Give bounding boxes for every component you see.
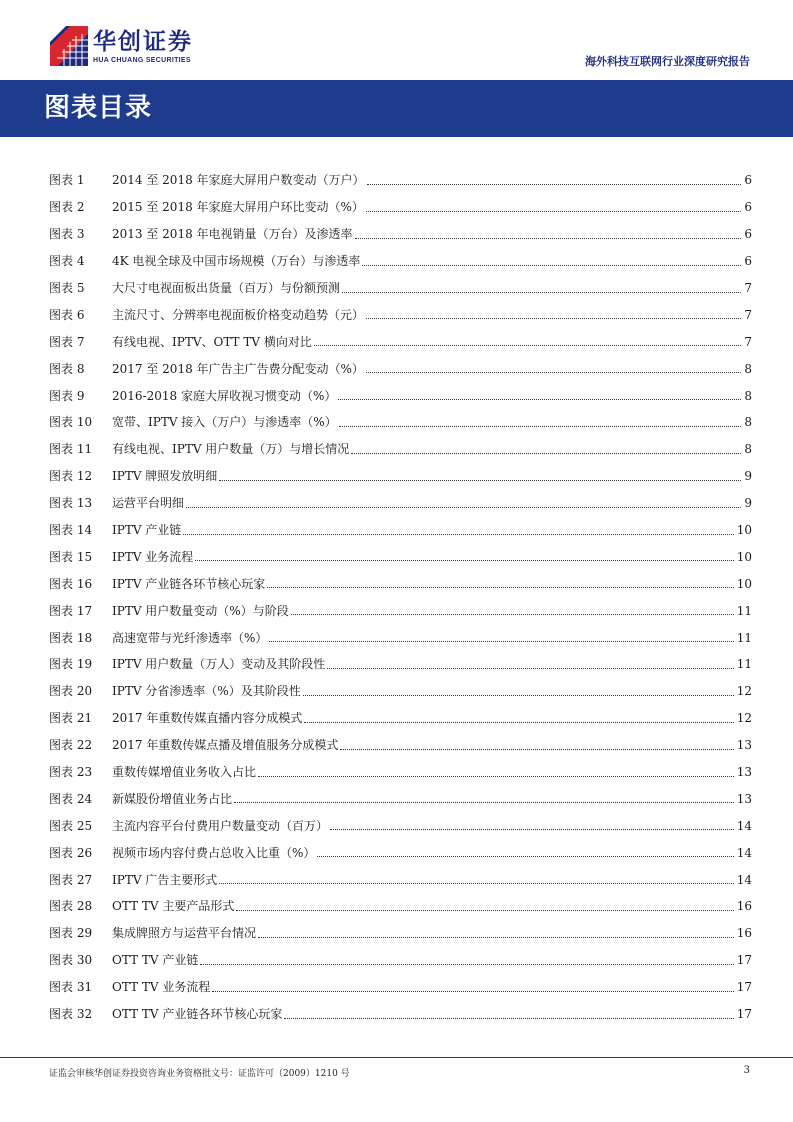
toc-entry-title: IPTV 广告主要形式 bbox=[112, 872, 218, 887]
toc-entry[interactable] bbox=[49, 328, 752, 355]
toc-entry-title: 有线电视、IPTV 用户数量（万）与增长情况 bbox=[112, 442, 350, 457]
toc-entry-title: OTT TV 产业链各环节核心玩家 bbox=[112, 1007, 283, 1022]
toc-entry-page: 17 bbox=[736, 953, 752, 968]
toc-entry-label: 图表 29 bbox=[49, 926, 93, 941]
logo-mark-icon bbox=[50, 26, 88, 66]
toc-entry-page: 7 bbox=[744, 307, 752, 322]
toc-entry[interactable] bbox=[49, 947, 752, 974]
toc-entry-label: 图表 26 bbox=[49, 845, 93, 860]
toc-entry-title: 运营平台明细 bbox=[112, 496, 185, 511]
toc-entry[interactable] bbox=[49, 920, 752, 947]
toc-dot-leader bbox=[303, 695, 734, 696]
toc-entry-label: 图表 27 bbox=[49, 872, 93, 887]
toc-entry-label: 图表 3 bbox=[49, 227, 85, 242]
toc-entry-label: 图表 18 bbox=[49, 630, 93, 645]
toc-entry-label: 图表 30 bbox=[49, 953, 93, 968]
toc-entry[interactable] bbox=[49, 1001, 752, 1028]
toc-dot-leader bbox=[234, 802, 734, 803]
toc-entry-title: 大尺寸电视面板出货量（百万）与份额预测 bbox=[112, 281, 341, 295]
toc-entry[interactable] bbox=[49, 785, 752, 812]
toc-entry[interactable] bbox=[49, 839, 752, 866]
toc-dot-leader bbox=[340, 749, 733, 750]
page-header bbox=[0, 0, 793, 80]
toc-dot-leader bbox=[258, 776, 734, 777]
toc-entry-title: 宽带、IPTV 接入（万户）与渗透率（%） bbox=[112, 415, 337, 430]
toc-dot-leader bbox=[219, 883, 733, 884]
toc-entry[interactable] bbox=[49, 248, 752, 275]
toc-entry[interactable] bbox=[49, 732, 752, 759]
toc-dot-leader bbox=[362, 265, 741, 266]
toc-dot-leader bbox=[351, 453, 741, 454]
toc-entry[interactable] bbox=[49, 893, 752, 920]
toc-dot-leader bbox=[195, 560, 733, 561]
toc-entry-page: 8 bbox=[744, 415, 752, 430]
toc-entry-title: 2017 年重数传媒直播内容分成模式 bbox=[112, 711, 303, 726]
toc-entry[interactable] bbox=[49, 382, 752, 409]
toc-entry[interactable] bbox=[49, 490, 752, 517]
toc-entry-label: 图表 10 bbox=[49, 415, 93, 430]
toc-dot-leader bbox=[317, 856, 733, 857]
toc-entry-page: 14 bbox=[736, 845, 752, 860]
toc-entry-title: 4K 电视全球及中国市场规模（万台）与渗透率 bbox=[112, 254, 361, 269]
toc-entry-title: IPTV 用户数量（万人）变动及其阶段性 bbox=[112, 657, 326, 672]
toc-dot-leader bbox=[366, 211, 741, 212]
toc-dot-leader bbox=[367, 184, 742, 185]
toc-dot-leader bbox=[183, 534, 733, 535]
toc-dot-leader bbox=[291, 614, 734, 615]
toc-entry[interactable] bbox=[49, 275, 752, 302]
toc-entry[interactable] bbox=[49, 355, 752, 382]
toc-entry[interactable] bbox=[49, 624, 752, 651]
toc-entry[interactable] bbox=[49, 221, 752, 248]
figure-list bbox=[49, 167, 752, 1028]
toc-entry-title: IPTV 业务流程 bbox=[112, 549, 194, 564]
toc-entry-title: 2017 至 2018 年广告主广告费分配变动（%） bbox=[112, 361, 364, 376]
toc-entry-label: 图表 32 bbox=[49, 1007, 93, 1022]
toc-entry[interactable] bbox=[49, 463, 752, 490]
toc-entry-title: IPTV 牌照发放明细 bbox=[112, 469, 218, 484]
toc-dot-leader bbox=[236, 910, 733, 911]
toc-dot-leader bbox=[269, 641, 733, 642]
toc-entry-page: 12 bbox=[736, 711, 752, 726]
toc-entry-label: 图表 2 bbox=[49, 200, 85, 215]
toc-entry-label: 图表 6 bbox=[49, 307, 85, 322]
toc-entry-label: 图表 22 bbox=[49, 738, 93, 753]
toc-entry-page: 7 bbox=[744, 334, 752, 349]
report-title: 海外科技互联网行业深度研究报告 bbox=[585, 55, 750, 68]
toc-entry-label: 图表 25 bbox=[49, 818, 93, 833]
toc-dot-leader bbox=[219, 480, 741, 481]
toc-entry[interactable] bbox=[49, 597, 752, 624]
toc-entry-title: 高速宽带与光纤渗透率（%） bbox=[112, 630, 268, 645]
toc-entry-title: OTT TV 业务流程 bbox=[112, 980, 211, 995]
toc-entry-page: 10 bbox=[736, 576, 752, 591]
toc-entry-page: 9 bbox=[744, 469, 752, 484]
toc-entry-page: 16 bbox=[736, 899, 752, 914]
toc-entry-page: 6 bbox=[744, 227, 752, 242]
footer-divider bbox=[0, 1057, 793, 1058]
toc-entry-label: 图表 16 bbox=[49, 576, 93, 591]
toc-entry-page: 13 bbox=[736, 765, 752, 780]
toc-dot-leader bbox=[258, 937, 734, 938]
toc-entry-title: 主流内容平台付费用户数量变动（百万） bbox=[112, 818, 329, 833]
toc-entry[interactable] bbox=[49, 974, 752, 1001]
section-banner bbox=[0, 80, 793, 137]
toc-entry-label: 图表 21 bbox=[49, 711, 93, 726]
toc-dot-leader bbox=[338, 399, 741, 400]
toc-entry-page: 17 bbox=[736, 1007, 752, 1022]
toc-dot-leader bbox=[355, 238, 742, 239]
toc-entry[interactable] bbox=[49, 194, 752, 221]
toc-dot-leader bbox=[212, 991, 733, 992]
toc-entry-title: 有线电视、IPTV、OTT TV 横向对比 bbox=[112, 334, 312, 349]
toc-entry-page: 13 bbox=[736, 791, 752, 806]
toc-entry-title: IPTV 产业链 bbox=[112, 523, 182, 538]
toc-entry-label: 图表 9 bbox=[49, 388, 85, 403]
toc-entry-page: 6 bbox=[744, 173, 752, 188]
toc-entry-page: 13 bbox=[736, 738, 752, 753]
section-title: 图表目录 bbox=[44, 93, 153, 123]
toc-entry-title: 2017 年重数传媒点播及增值服务分成模式 bbox=[112, 738, 339, 753]
toc-entry-label: 图表 17 bbox=[49, 603, 93, 618]
toc-entry-title: 2013 至 2018 年电视销量（万台）及渗透率 bbox=[112, 227, 353, 242]
toc-entry-label: 图表 8 bbox=[49, 361, 85, 376]
toc-entry[interactable] bbox=[49, 517, 752, 544]
toc-entry[interactable] bbox=[49, 812, 752, 839]
toc-dot-leader bbox=[366, 372, 741, 373]
toc-entry-page: 11 bbox=[736, 603, 752, 618]
toc-entry-title: 重数传媒增值业务收入占比 bbox=[112, 765, 257, 780]
logo-chinese-name: 华创证券 bbox=[93, 29, 193, 55]
toc-dot-leader bbox=[314, 345, 742, 346]
toc-entry-title: OTT TV 主要产品形式 bbox=[112, 899, 235, 914]
toc-entry-page: 10 bbox=[736, 523, 752, 538]
company-logo bbox=[50, 26, 205, 70]
toc-entry[interactable] bbox=[49, 167, 752, 194]
toc-entry-label: 图表 5 bbox=[49, 281, 85, 295]
toc-entry[interactable] bbox=[49, 866, 752, 893]
toc-entry-label: 图表 23 bbox=[49, 765, 93, 780]
toc-entry-page: 7 bbox=[744, 281, 752, 295]
toc-entry[interactable] bbox=[49, 409, 752, 436]
toc-dot-leader bbox=[267, 587, 733, 588]
toc-entry[interactable] bbox=[49, 651, 752, 678]
toc-entry-page: 8 bbox=[744, 442, 752, 457]
toc-entry-title: IPTV 用户数量变动（%）与阶段 bbox=[112, 603, 289, 618]
toc-entry-page: 6 bbox=[744, 254, 752, 269]
toc-entry-page: 9 bbox=[744, 496, 752, 511]
toc-entry-title: 2015 至 2018 年家庭大屏用户环比变动（%） bbox=[112, 200, 364, 215]
logo-english-name: HUA CHUANG SECURITIES bbox=[93, 57, 191, 64]
toc-entry-page: 12 bbox=[736, 684, 752, 699]
toc-entry-page: 10 bbox=[736, 549, 752, 564]
toc-entry-label: 图表 24 bbox=[49, 791, 93, 806]
toc-dot-leader bbox=[339, 426, 742, 427]
toc-entry-label: 图表 15 bbox=[49, 549, 93, 564]
toc-entry-label: 图表 7 bbox=[49, 334, 85, 349]
toc-dot-leader bbox=[342, 292, 741, 293]
toc-entry-label: 图表 14 bbox=[49, 523, 93, 538]
toc-entry-title: IPTV 分省渗透率（%）及其阶段性 bbox=[112, 684, 301, 699]
toc-entry-title: 视频市场内容付费占总收入比重（%） bbox=[112, 845, 316, 860]
toc-dot-leader bbox=[304, 722, 733, 723]
toc-entry[interactable] bbox=[49, 543, 752, 570]
toc-entry-title: 2014 至 2018 年家庭大屏用户数变动（万户） bbox=[112, 173, 365, 188]
toc-entry-title: 集成牌照方与运营平台情况 bbox=[112, 926, 257, 941]
toc-entry[interactable] bbox=[49, 570, 752, 597]
toc-entry-page: 11 bbox=[736, 630, 752, 645]
toc-entry-label: 图表 20 bbox=[49, 684, 93, 699]
toc-entry-label: 图表 19 bbox=[49, 657, 93, 672]
toc-entry-page: 14 bbox=[736, 818, 752, 833]
toc-dot-leader bbox=[330, 829, 734, 830]
toc-entry-page: 17 bbox=[736, 980, 752, 995]
toc-entry-page: 8 bbox=[744, 388, 752, 403]
toc-entry-label: 图表 12 bbox=[49, 469, 93, 484]
toc-entry-title: 新媒股份增值业务占比 bbox=[112, 791, 233, 806]
toc-dot-leader bbox=[366, 318, 741, 319]
toc-entry-label: 图表 1 bbox=[49, 173, 85, 188]
toc-entry[interactable] bbox=[49, 759, 752, 786]
toc-entry-page: 14 bbox=[736, 872, 752, 887]
toc-entry-title: 2016-2018 家庭大屏收视习惯变动（%） bbox=[112, 388, 337, 403]
toc-entry-label: 图表 13 bbox=[49, 496, 93, 511]
toc-entry[interactable] bbox=[49, 678, 752, 705]
toc-entry[interactable] bbox=[49, 301, 752, 328]
toc-entry-title: 主流尺寸、分辨率电视面板价格变动趋势（元） bbox=[112, 307, 365, 322]
toc-entry-page: 11 bbox=[736, 657, 752, 672]
footer-disclaimer: 证监会审核华创证券投资咨询业务资格批文号：证监许可（2009）1210 号 bbox=[49, 1069, 350, 1079]
toc-dot-leader bbox=[186, 507, 741, 508]
toc-dot-leader bbox=[284, 1018, 733, 1019]
toc-entry-title: OTT TV 产业链 bbox=[112, 953, 199, 968]
toc-entry-label: 图表 31 bbox=[49, 980, 93, 995]
toc-entry-label: 图表 28 bbox=[49, 899, 93, 914]
toc-entry-label: 图表 11 bbox=[49, 442, 93, 457]
toc-dot-leader bbox=[200, 964, 733, 965]
toc-dot-leader bbox=[327, 668, 733, 669]
toc-entry[interactable] bbox=[49, 436, 752, 463]
toc-entry-label: 图表 4 bbox=[49, 254, 85, 269]
toc-entry-page: 6 bbox=[744, 200, 752, 215]
toc-entry-title: IPTV 产业链各环节核心玩家 bbox=[112, 576, 266, 591]
toc-entry-page: 16 bbox=[736, 926, 752, 941]
toc-entry[interactable] bbox=[49, 705, 752, 732]
toc-entry-page: 8 bbox=[744, 361, 752, 376]
footer-page-number: 3 bbox=[743, 1065, 750, 1076]
